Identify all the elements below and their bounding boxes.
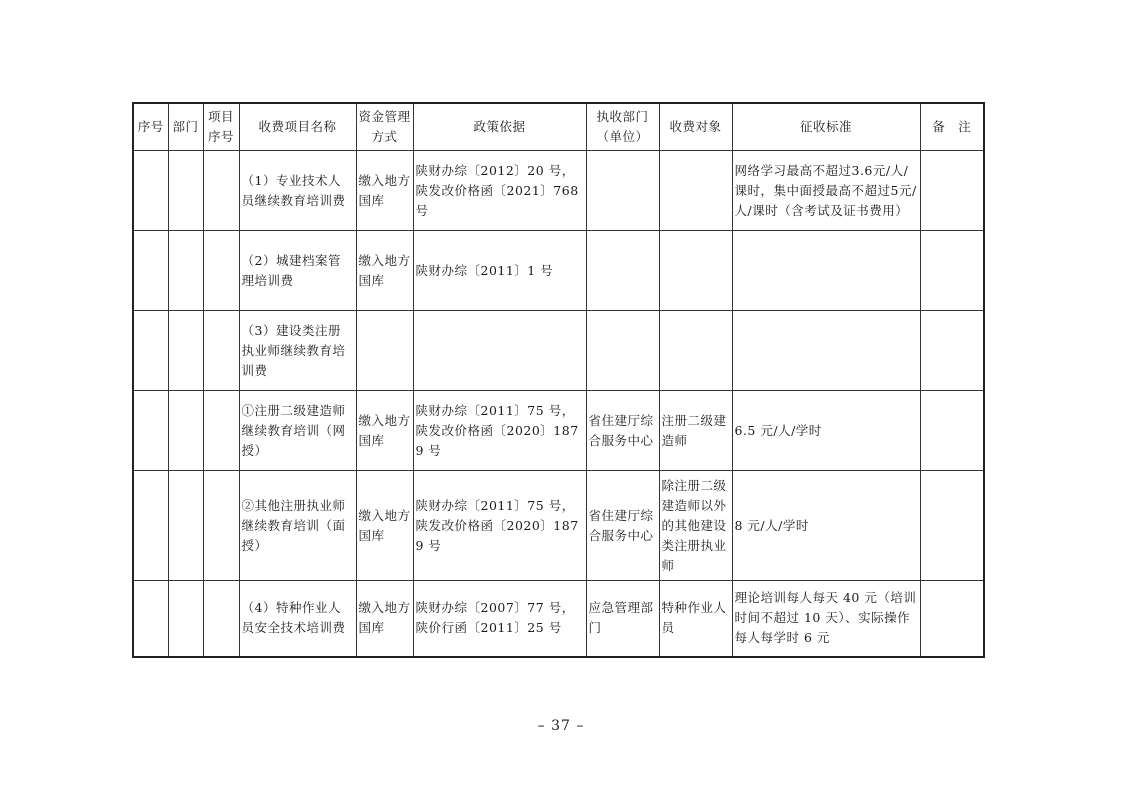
cell-dept [168, 231, 203, 311]
cell-fund-mgmt [356, 311, 413, 391]
cell-standard: 理论培训每人每天 40 元（培训时间不超过 10 天）、实际操作每人每学时 6 元 [732, 581, 920, 657]
header-standard: 征收标准 [732, 103, 920, 151]
table-row [133, 231, 984, 311]
cell-item-no [203, 391, 239, 471]
cell-collector: 省住建厅综合服务中心 [586, 391, 659, 471]
cell-remarks [920, 231, 984, 311]
cell-standard [732, 311, 920, 391]
cell-remarks [920, 391, 984, 471]
cell-standard: 8 元/人/学时 [732, 471, 920, 581]
table-row [133, 311, 984, 391]
header-collector: 执收部门 （单位） [586, 103, 659, 151]
cell-fund-mgmt: 缴入地方国库 [356, 151, 413, 231]
cell-payer: 除注册二级建造师以外的其他建设类注册执业师 [659, 471, 732, 581]
header-seq: 序号 [133, 103, 168, 151]
cell-payer [659, 311, 732, 391]
cell-fee-name: ①注册二级建造师继续教育培训（网授） [239, 391, 356, 471]
cell-fee-name: （1）专业技术人员继续教育培训费 [239, 151, 356, 231]
header-remarks: 备 注 [920, 103, 984, 151]
cell-seq [133, 311, 168, 391]
cell-standard [732, 231, 920, 311]
header-fee-name: 收费项目名称 [239, 103, 356, 151]
cell-item-no [203, 311, 239, 391]
table-row [133, 581, 984, 657]
header-row [133, 103, 984, 151]
cell-dept [168, 391, 203, 471]
cell-fee-name: （3）建设类注册执业师继续教育培训费 [239, 311, 356, 391]
cell-remarks [920, 471, 984, 581]
cell-remarks [920, 311, 984, 391]
table-row [133, 471, 984, 581]
cell-seq [133, 391, 168, 471]
cell-fund-mgmt: 缴入地方国库 [356, 581, 413, 657]
table-row [133, 391, 984, 471]
page-number: – 37 – [537, 718, 585, 734]
cell-item-no [203, 231, 239, 311]
header-payer: 收费对象 [659, 103, 732, 151]
cell-collector [586, 311, 659, 391]
table-row [133, 151, 984, 231]
cell-remarks [920, 581, 984, 657]
cell-policy: 陕财办综〔2012〕20 号，陕发改价格函〔2021〕768 号 [413, 151, 586, 231]
header-fund-mgmt: 资金管理 方式 [356, 103, 413, 151]
header-item-no: 项目 序号 [203, 103, 239, 151]
cell-policy: 陕财办综〔2011〕75 号，陕发改价格函〔2020〕1879 号 [413, 471, 586, 581]
cell-collector [586, 151, 659, 231]
cell-payer [659, 151, 732, 231]
cell-policy: 陕财办综〔2011〕1 号 [413, 231, 586, 311]
cell-fee-name: （2）城建档案管理培训费 [239, 231, 356, 311]
cell-seq [133, 581, 168, 657]
cell-fund-mgmt: 缴入地方国库 [356, 471, 413, 581]
cell-fund-mgmt: 缴入地方国库 [356, 391, 413, 471]
cell-policy: 陕财办综〔2011〕75 号，陕发改价格函〔2020〕1879 号 [413, 391, 586, 471]
cell-fund-mgmt: 缴入地方国库 [356, 231, 413, 311]
cell-dept [168, 471, 203, 581]
cell-seq [133, 231, 168, 311]
cell-item-no [203, 581, 239, 657]
cell-item-no [203, 471, 239, 581]
cell-fee-name: ②其他注册执业师继续教育培训（面授） [239, 471, 356, 581]
cell-collector: 应急管理部门 [586, 581, 659, 657]
cell-dept [168, 581, 203, 657]
fee-table [132, 102, 985, 658]
cell-item-no [203, 151, 239, 231]
cell-fee-name: （4）特种作业人员安全技术培训费 [239, 581, 356, 657]
cell-seq [133, 151, 168, 231]
cell-policy: 陕财办综〔2007〕77 号，陕价行函〔2011〕25 号 [413, 581, 586, 657]
cell-standard: 网络学习最高不超过3.6元/人/课时，集中面授最高不超过5元/人/课时（含考试及证书费用） [732, 151, 920, 231]
header-dept: 部门 [168, 103, 203, 151]
cell-policy [413, 311, 586, 391]
cell-collector: 省住建厅综合服务中心 [586, 471, 659, 581]
cell-payer [659, 231, 732, 311]
cell-dept [168, 151, 203, 231]
cell-standard: 6.5 元/人/学时 [732, 391, 920, 471]
cell-dept [168, 311, 203, 391]
cell-payer: 注册二级建造师 [659, 391, 732, 471]
cell-collector [586, 231, 659, 311]
cell-seq [133, 471, 168, 581]
cell-payer: 特种作业人员 [659, 581, 732, 657]
cell-remarks [920, 151, 984, 231]
header-policy: 政策依据 [413, 103, 586, 151]
